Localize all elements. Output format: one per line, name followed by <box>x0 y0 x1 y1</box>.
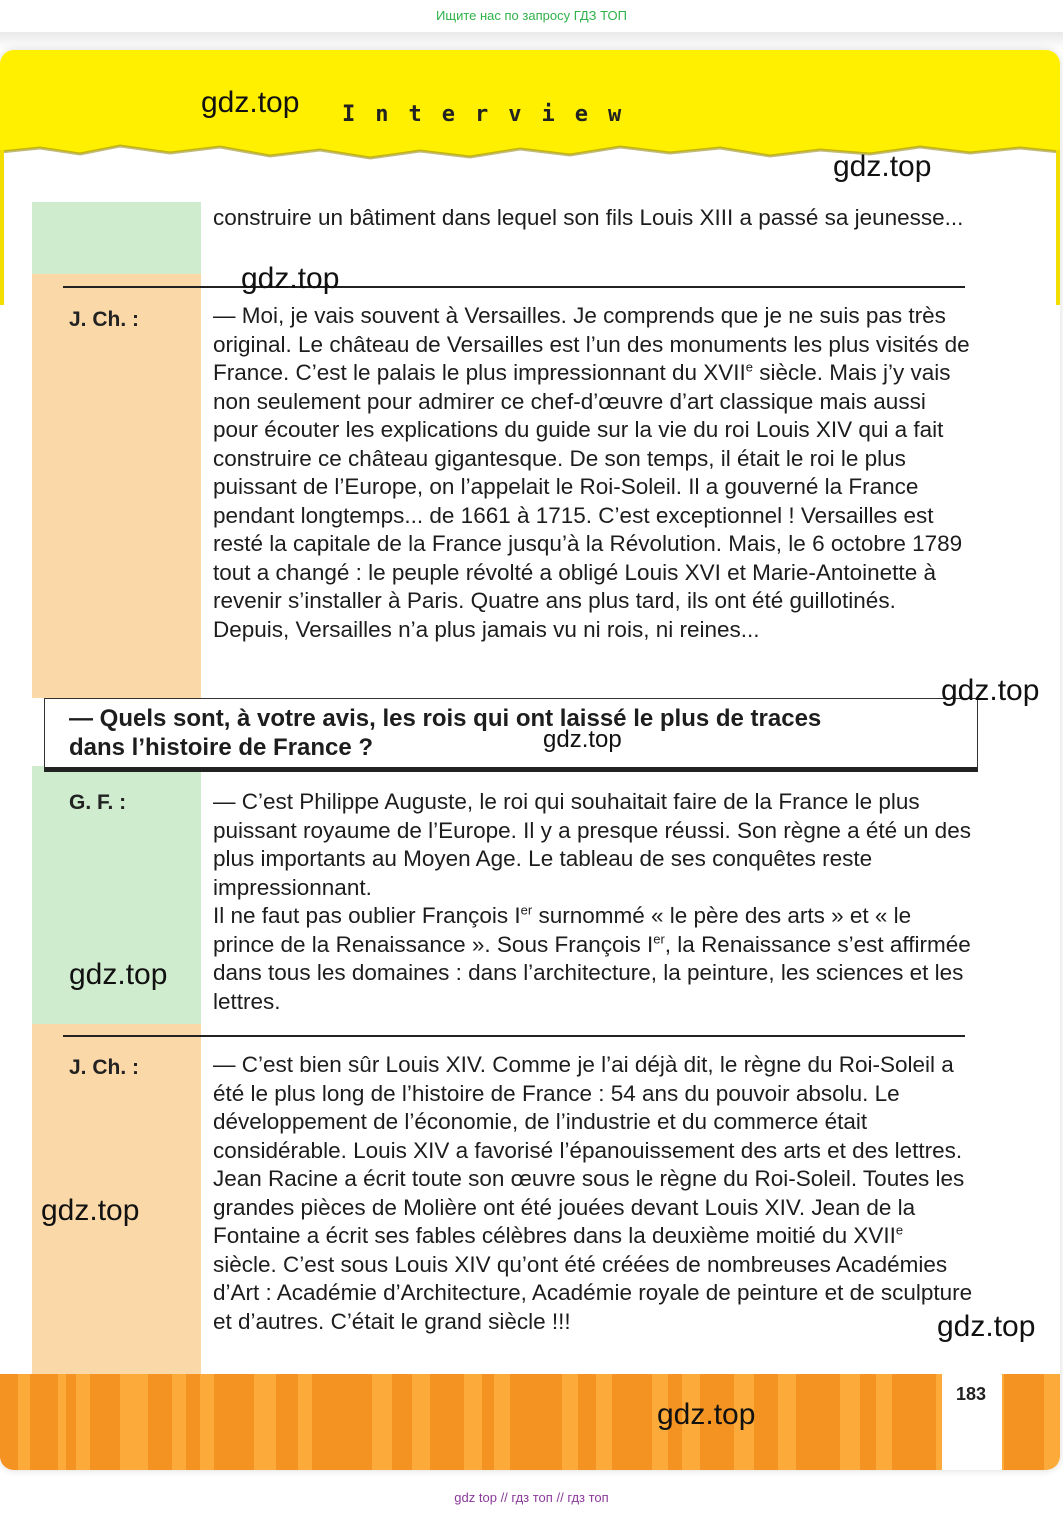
divider-2 <box>63 1035 965 1037</box>
watermark: gdz.top <box>657 1398 756 1431</box>
watermark: gdz.top <box>201 86 300 119</box>
question-box <box>44 698 978 772</box>
speaker-label: J. Ch. : <box>69 1056 140 1079</box>
top-search-banner: Ищите нас по запросу ГДЗ ТОП <box>436 8 627 23</box>
section-title: Interview <box>342 102 642 127</box>
speaker-label: J. Ch. : <box>69 308 140 331</box>
watermark: gdz.top <box>937 1310 1036 1343</box>
answer-paragraph-2: — C’est Philippe Auguste, le roi qui souhaitait faire de la France le plus puissant royaume de l’Europe. Il y a presque réussi. Son règne a été un des plus importants au Moyen Age. Le tableau de ses conquêtes reste impressionnant. Il ne faut pas oublier François Ier surnommé « le père des arts » et « le prince de la Renaissance ». Sous François Ier, la Renaissance s’est affirmée dans tous les domaines : dans l’architecture, la peinture, les sciences et les lettres. <box>213 789 971 1014</box>
link-separator: // <box>556 1490 564 1505</box>
answer-paragraph-1: — Moi, je vais souvent à Versailles. Je comprends que je ne suis pas très original. Le château de Versailles est l’un des monuments les plus visités de France. C’est le palais le plus impressionnant du XVIIe siècle. Mais j’y vais non seulement pour admirer ce chef-d’œuvre d’art classique mais aussi pour écouter les explications du guide sur la vie du roi Louis XIV qui a fait construire ce château gigantesque. De son temps, il était le roi le plus puissant de l’Europe, on l’appelait le Roi-Soleil. Il a gouverné la France pendant longtemps... de 1661 à 1715. C’est exceptionnel ! Versailles est resté la capitale de la France jusqu’à la Révolution. Mais, le 6 octobre 1789 tout a changé : le peuple révolté a obligé Louis XVI et Marie-Antoinette à revenir s’installer à Paris. Quatre ans plus tard, ils ont été guillotinés. Depuis, Versailles n’a plus jamais vu ni rois, ni reines... <box>213 303 970 642</box>
bottom-link[interactable]: гдз топ <box>511 1490 553 1505</box>
watermark: gdz.top <box>543 726 622 753</box>
footer-band <box>0 1374 1060 1470</box>
watermark: gdz.top <box>69 958 168 991</box>
page-number: 183 <box>956 1384 987 1404</box>
watermark: gdz.top <box>833 150 932 183</box>
bottom-links <box>0 1490 1063 1505</box>
top-shadow <box>0 32 1063 50</box>
bottom-link[interactable]: гдз топ <box>567 1490 609 1505</box>
divider-1 <box>63 286 965 288</box>
bottom-link[interactable]: gdz top <box>454 1490 497 1505</box>
intro-paragraph: construire un bâtiment dans lequel son fils Louis XIII a passé sa jeunesse... <box>213 205 964 230</box>
intro-column <box>32 202 201 274</box>
watermark: gdz.top <box>241 262 340 295</box>
speaker-label: G. F. : <box>69 791 127 814</box>
watermark: gdz.top <box>41 1194 140 1227</box>
link-separator: // <box>500 1490 508 1505</box>
answer-paragraph-3: — C’est bien sûr Louis XIV. Comme je l’ai déjà dit, le règne du Roi-Soleil a été le plus long de l’histoire de France : 54 ans du pouvoir absolu. Le développement de l’économie, de l’industrie et du commerce était considérable. Louis XIV a favorisé l’épanouissement des arts et des lettres. Jean Racine a écrit toute son œuvre sous le règne du Roi-Soleil. Toutes les grandes pièces de Molière ont été jouées devant Louis XIV. Jean de la Fontaine a écrit ses fables célèbres dans la deuxième moitié du XVIIe siècle. C’est sous Louis XIV qu’ont été créées de nombreuses Académies d’Art : Académie d’Architecture, Académie royale de peinture et de sculpture et d’autres. C’était le grand siècle !!! <box>213 1052 973 1334</box>
watermark: gdz.top <box>941 674 1040 707</box>
left-edge-marker <box>0 150 4 305</box>
right-edge-marker <box>1056 150 1060 305</box>
question-text: — Quels sont, à votre avis, les rois qui ont laissé le plus de traces dans l’histoire de France ? <box>69 705 822 761</box>
speaker1-column <box>32 274 201 698</box>
textbook-page <box>0 50 1060 1470</box>
